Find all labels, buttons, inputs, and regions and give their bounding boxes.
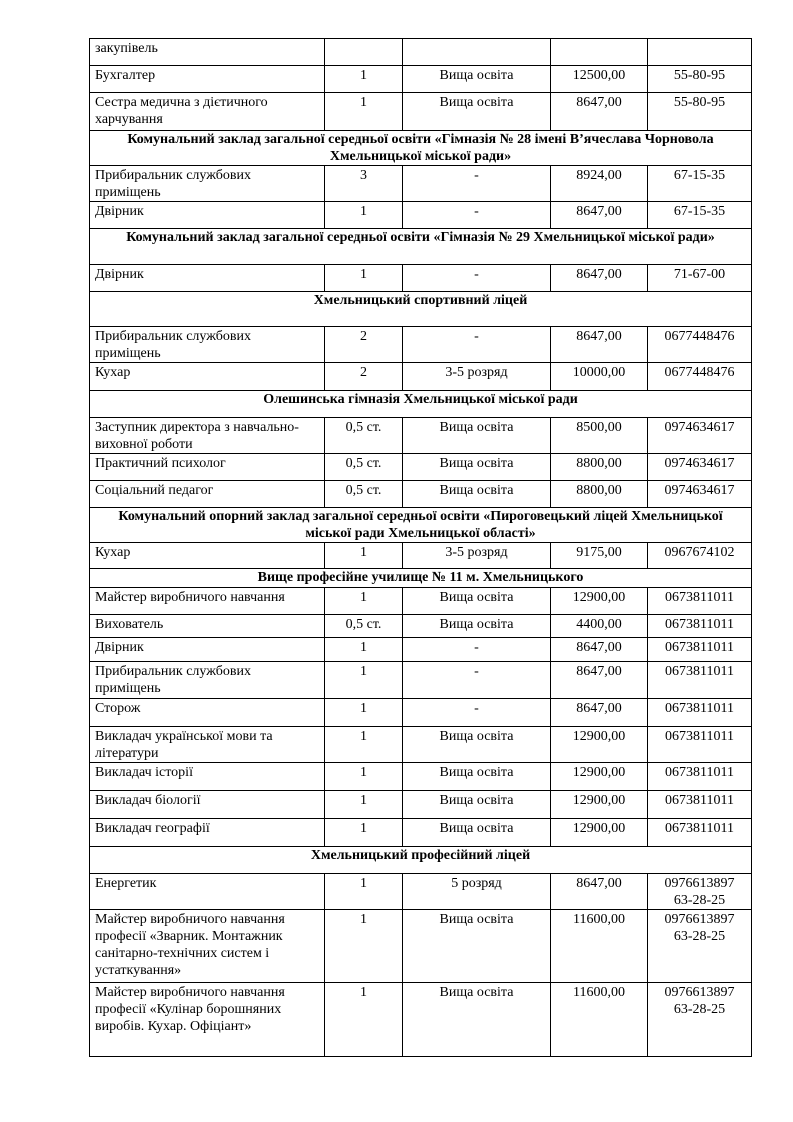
count-cell: 0,5 ст.: [325, 454, 403, 481]
institution-heading-row: [90, 292, 752, 327]
phone-number: 0974634617: [664, 456, 735, 471]
position-cell: Соціальний педагог: [90, 481, 325, 508]
vacancy-row: [90, 166, 752, 202]
phone-number: 0673811011: [665, 617, 734, 632]
count-cell: 1: [325, 93, 403, 131]
vacancy-row: [90, 662, 752, 699]
position-cell: Сторож: [90, 699, 325, 727]
education-cell: Вища освіта: [403, 66, 551, 93]
salary-cell: 8800,00: [551, 454, 648, 481]
salary-cell: 12900,00: [551, 727, 648, 763]
count-cell: 1: [325, 265, 403, 292]
education-cell: Вища освіта: [403, 481, 551, 508]
phone-number: 67-15-35: [673, 204, 726, 219]
salary-cell: 8924,00: [551, 166, 648, 202]
count-cell: 1: [325, 202, 403, 229]
count-cell: 0,5 ст.: [325, 418, 403, 454]
count-cell: 1: [325, 819, 403, 847]
salary-cell: 8647,00: [551, 265, 648, 292]
education-cell: Вища освіта: [403, 910, 551, 983]
institution-heading-row: [90, 508, 752, 543]
phone-number: 0673811011: [665, 729, 734, 744]
position-cell: Сестра медична з дієтичного харчування: [90, 93, 325, 131]
position-cell: Майстер виробничого навчання професії «Кулінар борошняних виробів. Кухар. Офіціант»: [90, 983, 325, 1057]
vacancy-page: [89, 38, 751, 1057]
vacancy-table-body: [90, 39, 752, 1057]
phone-number: 0673811011: [665, 793, 734, 808]
position-cell: Кухар: [90, 543, 325, 569]
education-cell: 3-5 розряд: [403, 543, 551, 569]
count-cell: 1: [325, 66, 403, 93]
vacancy-row: [90, 39, 752, 66]
phone-number: 0673811011: [665, 640, 734, 655]
count-cell: 3: [325, 166, 403, 202]
phone-cell: [648, 166, 752, 202]
count-cell: 1: [325, 910, 403, 983]
education-cell: -: [403, 327, 551, 363]
phone-cell: [648, 727, 752, 763]
vacancy-row: [90, 454, 752, 481]
phone-cell: [648, 418, 752, 454]
count-cell: 1: [325, 543, 403, 569]
salary-cell: 9175,00: [551, 543, 648, 569]
salary-cell: 8647,00: [551, 662, 648, 699]
phone-number: 0967674102: [664, 545, 735, 560]
phone-number: 55-80-95: [673, 68, 726, 83]
count-cell: [325, 39, 403, 66]
phone-number: 63-28-25: [673, 929, 726, 944]
position-cell: Прибиральник службових приміщень: [90, 166, 325, 202]
education-cell: Вища освіта: [403, 454, 551, 481]
vacancy-row: [90, 363, 752, 391]
position-cell: Двірник: [90, 638, 325, 662]
education-cell: 3-5 розряд: [403, 363, 551, 391]
vacancy-row: [90, 983, 752, 1057]
phone-cell: [648, 454, 752, 481]
count-cell: 1: [325, 588, 403, 615]
count-cell: 1: [325, 874, 403, 910]
phone-cell: [648, 662, 752, 699]
institution-name: Хмельницький професійний ліцей: [90, 847, 752, 874]
phone-number: 63-28-25: [673, 893, 726, 908]
phone-number: 0673811011: [665, 701, 734, 716]
vacancy-row: [90, 202, 752, 229]
education-cell: Вища освіта: [403, 727, 551, 763]
institution-name: Комунальний заклад загальної середньої освіти «Гімназія № 28 імені В’ячеслава Чорновола Хмельницької міської ради»: [90, 131, 752, 166]
position-cell: Бухгалтер: [90, 66, 325, 93]
count-cell: 1: [325, 727, 403, 763]
phone-cell: [648, 983, 752, 1057]
position-cell: Майстер виробничого навчання: [90, 588, 325, 615]
vacancy-row: [90, 543, 752, 569]
count-cell: 1: [325, 699, 403, 727]
phone-number: 0976613897: [664, 985, 735, 1000]
position-cell: Майстер виробничого навчання професії «Зварник. Монтажник санітарно-технічних систем і устаткування»: [90, 910, 325, 983]
phone-number: 0976613897: [664, 912, 735, 927]
phone-number: 0673811011: [665, 821, 734, 836]
salary-cell: 8647,00: [551, 93, 648, 131]
vacancy-row: [90, 791, 752, 819]
vacancy-row: [90, 699, 752, 727]
count-cell: 0,5 ст.: [325, 481, 403, 508]
position-cell: Заступник директора з навчально-виховної роботи: [90, 418, 325, 454]
education-cell: -: [403, 638, 551, 662]
phone-cell: [648, 66, 752, 93]
position-cell: Практичний психолог: [90, 454, 325, 481]
vacancy-row: [90, 481, 752, 508]
phone-number: 0677448476: [664, 365, 735, 380]
vacancy-row: [90, 910, 752, 983]
phone-cell: [648, 363, 752, 391]
phone-number: 0673811011: [665, 765, 734, 780]
phone-cell: [648, 93, 752, 131]
phone-cell: [648, 910, 752, 983]
phone-cell: [648, 874, 752, 910]
education-cell: -: [403, 662, 551, 699]
phone-number: 0673811011: [665, 590, 734, 605]
vacancy-row: [90, 727, 752, 763]
phone-number: 67-15-35: [673, 168, 726, 183]
position-cell: Двірник: [90, 202, 325, 229]
phone-cell: [648, 699, 752, 727]
position-cell: Кухар: [90, 363, 325, 391]
education-cell: Вища освіта: [403, 93, 551, 131]
vacancy-row: [90, 93, 752, 131]
education-cell: Вища освіта: [403, 588, 551, 615]
education-cell: -: [403, 265, 551, 292]
salary-cell: 12900,00: [551, 763, 648, 791]
position-cell: Вихователь: [90, 615, 325, 638]
count-cell: 1: [325, 638, 403, 662]
salary-cell: 8647,00: [551, 202, 648, 229]
count-cell: 1: [325, 983, 403, 1057]
phone-number: 55-80-95: [673, 95, 726, 110]
salary-cell: 12900,00: [551, 791, 648, 819]
education-cell: 5 розряд: [403, 874, 551, 910]
salary-cell: 10000,00: [551, 363, 648, 391]
institution-name: Олешинська гімназія Хмельницької міської ради: [90, 391, 752, 418]
salary-cell: 12500,00: [551, 66, 648, 93]
salary-cell: [551, 39, 648, 66]
count-cell: 0,5 ст.: [325, 615, 403, 638]
phone-number: 0677448476: [664, 329, 735, 344]
count-cell: 2: [325, 327, 403, 363]
institution-name: Хмельницький спортивний ліцей: [90, 292, 752, 327]
education-cell: -: [403, 202, 551, 229]
phone-cell: [648, 615, 752, 638]
vacancy-row: [90, 874, 752, 910]
phone-number: 0976613897: [664, 876, 735, 891]
education-cell: [403, 39, 551, 66]
position-cell: Викладач біології: [90, 791, 325, 819]
phone-cell: [648, 763, 752, 791]
education-cell: Вища освіта: [403, 791, 551, 819]
vacancy-row: [90, 588, 752, 615]
institution-heading-row: [90, 391, 752, 418]
salary-cell: 8647,00: [551, 327, 648, 363]
phone-cell: [648, 327, 752, 363]
vacancy-row: [90, 418, 752, 454]
phone-number: 63-28-25: [673, 1002, 726, 1017]
vacancy-row: [90, 638, 752, 662]
institution-name: Комунальний заклад загальної середньої освіти «Гімназія № 29 Хмельницької міської ради»: [90, 229, 752, 265]
vacancy-row: [90, 615, 752, 638]
institution-name: Комунальний опорний заклад загальної середньої освіти «Пироговецький ліцей Хмельницької міської ради Хмельницької області»: [90, 508, 752, 543]
vacancy-row: [90, 819, 752, 847]
phone-cell: [648, 39, 752, 66]
vacancy-row: [90, 763, 752, 791]
salary-cell: 8647,00: [551, 874, 648, 910]
position-cell: Прибиральник службових приміщень: [90, 662, 325, 699]
education-cell: -: [403, 166, 551, 202]
institution-heading-row: [90, 131, 752, 166]
count-cell: 1: [325, 791, 403, 819]
phone-cell: [648, 202, 752, 229]
education-cell: Вища освіта: [403, 983, 551, 1057]
phone-cell: [648, 265, 752, 292]
education-cell: -: [403, 699, 551, 727]
institution-heading-row: [90, 569, 752, 588]
vacancy-row: [90, 327, 752, 363]
phone-cell: [648, 638, 752, 662]
phone-cell: [648, 481, 752, 508]
vacancy-row: [90, 66, 752, 93]
institution-name: Вище професійне училище № 11 м. Хмельницького: [90, 569, 752, 588]
phone-number: 0673811011: [665, 664, 734, 679]
phone-cell: [648, 819, 752, 847]
salary-cell: 8647,00: [551, 638, 648, 662]
salary-cell: 4400,00: [551, 615, 648, 638]
salary-cell: 8800,00: [551, 481, 648, 508]
position-cell: Енергетик: [90, 874, 325, 910]
phone-number: 0974634617: [664, 483, 735, 498]
phone-number: 71-67-00: [673, 267, 726, 282]
institution-heading-row: [90, 229, 752, 265]
position-cell: Викладач історії: [90, 763, 325, 791]
phone-cell: [648, 588, 752, 615]
phone-number: 0974634617: [664, 420, 735, 435]
vacancy-table: [89, 38, 752, 1057]
phone-cell: [648, 791, 752, 819]
salary-cell: 8500,00: [551, 418, 648, 454]
salary-cell: 8647,00: [551, 699, 648, 727]
position-cell: Викладач української мови та літератури: [90, 727, 325, 763]
position-cell: Двірник: [90, 265, 325, 292]
count-cell: 1: [325, 763, 403, 791]
position-cell: закупівель: [90, 39, 325, 66]
salary-cell: 11600,00: [551, 910, 648, 983]
institution-heading-row: [90, 847, 752, 874]
salary-cell: 12900,00: [551, 819, 648, 847]
count-cell: 1: [325, 662, 403, 699]
position-cell: Прибиральник службових приміщень: [90, 327, 325, 363]
position-cell: Викладач географії: [90, 819, 325, 847]
education-cell: Вища освіта: [403, 418, 551, 454]
phone-cell: [648, 543, 752, 569]
count-cell: 2: [325, 363, 403, 391]
education-cell: Вища освіта: [403, 615, 551, 638]
vacancy-row: [90, 265, 752, 292]
education-cell: Вища освіта: [403, 763, 551, 791]
salary-cell: 12900,00: [551, 588, 648, 615]
salary-cell: 11600,00: [551, 983, 648, 1057]
education-cell: Вища освіта: [403, 819, 551, 847]
